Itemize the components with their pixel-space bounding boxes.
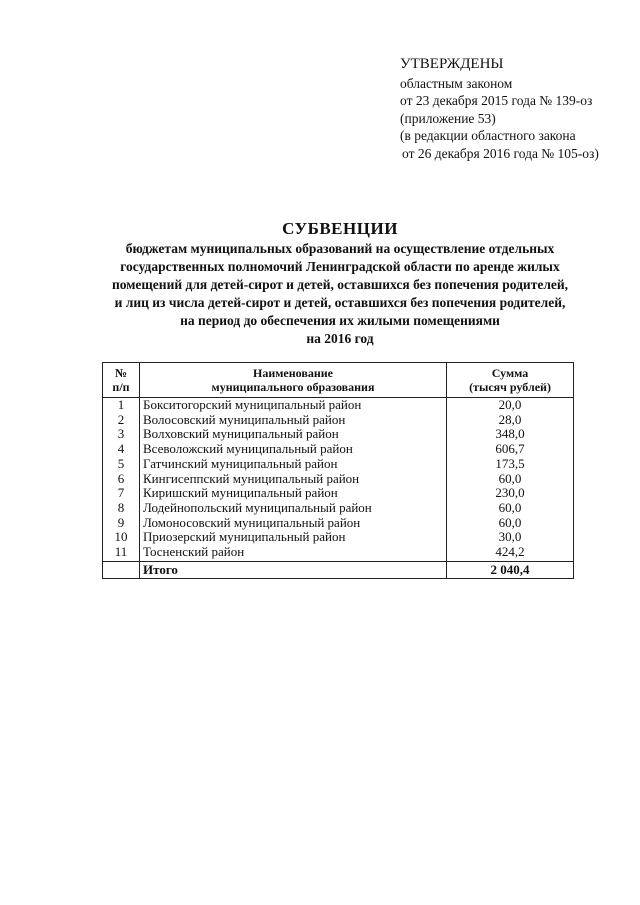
row-num: 3	[103, 427, 140, 442]
approval-line: (в редакции областного закона	[400, 128, 576, 143]
approval-heading: УТВЕРЖДЕНЫ	[400, 56, 504, 72]
title-line: на период до обеспечения их жилыми помещениями	[180, 313, 500, 328]
header-sum-line2: (тысяч рублей)	[469, 380, 551, 394]
table-row	[103, 457, 574, 472]
approval-line: от 23 декабря 2015 года № 139-оз	[400, 93, 593, 108]
header-sum	[447, 363, 574, 398]
row-sum: 606,7	[447, 442, 574, 457]
row-num: 5	[103, 457, 140, 472]
row-num: 10	[103, 530, 140, 545]
title-line: и лиц из числа детей-сирот и детей, оставшихся без попечения родителей,	[114, 295, 566, 310]
header-num-line2: п/п	[112, 380, 130, 394]
title-line: помещений для детей-сирот и детей, оставшихся без попечения родителей,	[111, 277, 569, 292]
row-sum: 60,0	[447, 472, 574, 487]
row-num: 11	[103, 545, 140, 561]
approval-line: от 26 декабря 2016 года № 105-оз)	[402, 145, 599, 161]
approval-line: (приложение 53)	[400, 110, 496, 126]
row-sum: 173,5	[447, 457, 574, 472]
row-sum: 28,0	[447, 413, 574, 428]
title-line: бюджетам муниципальных образований на осуществление отдельных	[125, 241, 555, 256]
row-num: 2	[103, 413, 140, 428]
table-row	[103, 413, 574, 428]
total-row	[103, 561, 574, 578]
table-row	[103, 545, 574, 561]
row-name: Волосовский муниципальный район	[140, 413, 447, 428]
row-sum: 30,0	[447, 530, 574, 545]
total-num-cell	[103, 561, 140, 578]
table-row	[103, 472, 574, 487]
row-sum: 60,0	[447, 516, 574, 531]
row-sum: 424,2	[447, 545, 574, 561]
row-num: 8	[103, 501, 140, 516]
row-name: Ломоносовский муниципальный район	[140, 516, 447, 531]
table-row	[103, 516, 574, 531]
row-sum: 230,0	[447, 486, 574, 501]
table-row	[103, 501, 574, 516]
row-name: Кингисеппский муниципальный район	[140, 472, 447, 487]
table-row	[103, 427, 574, 442]
header-num	[103, 363, 140, 398]
row-name: Приозерский муниципальный район	[140, 530, 447, 545]
document-title	[60, 218, 620, 348]
row-sum: 60,0	[447, 501, 574, 516]
row-name: Волховский муниципальный район	[140, 427, 447, 442]
row-name: Тосненский район	[140, 545, 447, 561]
header-name-line2: муниципального образования	[211, 380, 375, 394]
table-body	[103, 398, 574, 579]
row-num: 4	[103, 442, 140, 457]
table-row	[103, 486, 574, 501]
total-sum: 2 040,4	[447, 561, 574, 578]
header-num-line1: №	[114, 366, 128, 380]
row-name: Лодейнопольский муниципальный район	[140, 501, 447, 516]
header-name	[140, 363, 447, 398]
title-line: государственных полномочий Ленинградской области по аренде жилых	[120, 259, 560, 274]
table-header	[103, 363, 574, 398]
header-name-line1: Наименование	[253, 366, 333, 380]
approval-stamp	[400, 56, 599, 162]
row-name: Всеволожский муниципальный район	[140, 442, 447, 457]
row-num: 1	[103, 398, 140, 413]
row-sum: 20,0	[447, 398, 574, 413]
row-num: 7	[103, 486, 140, 501]
table-row	[103, 442, 574, 457]
row-num: 6	[103, 472, 140, 487]
table-row	[103, 530, 574, 545]
row-name: Бокситогорский муниципальный район	[140, 398, 447, 413]
row-num: 9	[103, 516, 140, 531]
row-name: Гатчинский муниципальный район	[140, 457, 447, 472]
title-line: на 2016 год	[306, 331, 374, 346]
table-row	[103, 398, 574, 413]
header-sum-line1: Сумма	[491, 366, 529, 380]
approval-line: областным законом	[400, 75, 513, 91]
title-main: СУБВЕНЦИИ	[282, 219, 398, 238]
row-name: Киришский муниципальный район	[140, 486, 447, 501]
subvention-table	[102, 362, 574, 579]
row-sum: 348,0	[447, 427, 574, 442]
total-label: Итого	[140, 561, 447, 578]
